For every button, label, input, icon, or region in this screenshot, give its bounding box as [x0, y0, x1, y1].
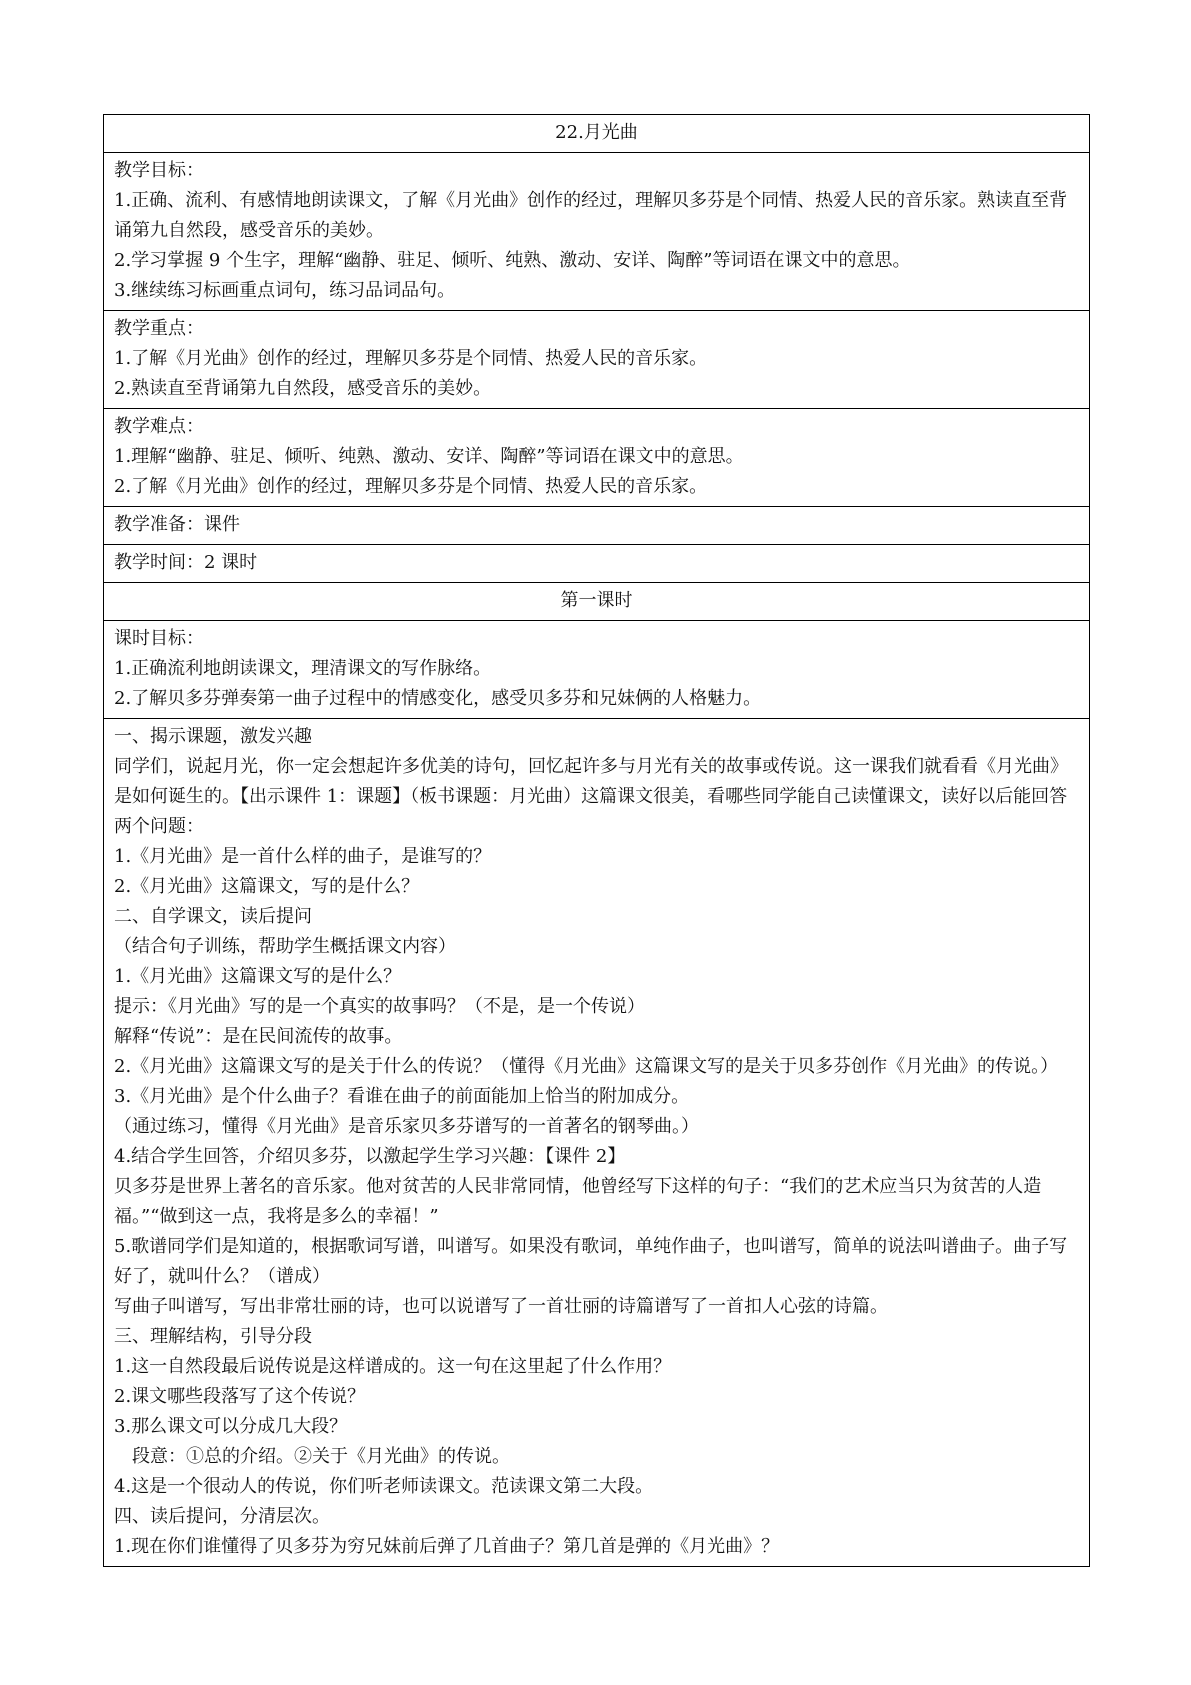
process-line: 4.这是一个很动人的传说，你们听老师读课文。范读课文第二大段。: [114, 1476, 654, 1497]
process-line: 一、揭示课题，激发兴趣: [114, 726, 312, 747]
lesson-session-row: [104, 583, 1090, 621]
objectives-row: [104, 153, 1090, 311]
objectives-heading: 教学目标：: [114, 160, 204, 181]
key-point-item: 2.熟读直至背诵第九自然段，感受音乐的美妙。: [114, 378, 492, 399]
difficulty-item: 2.了解《月光曲》创作的经过，理解贝多芬是个同情、热爱人民的音乐家。: [114, 476, 708, 497]
process-line: 3.那么课文可以分成几大段？: [114, 1416, 348, 1437]
key-points-row: [104, 311, 1090, 409]
objectives-cell: [104, 153, 1090, 311]
lesson-table: [103, 114, 1090, 1567]
difficulties-cell: [104, 409, 1090, 507]
objective-item: 3.继续练习标画重点词句，练习品词品句。: [114, 280, 456, 301]
process-line: 2.《月光曲》这篇课文，写的是什么？: [114, 876, 420, 897]
process-line: 1.这一自然段最后说传说是这样谱成的。这一句在这里起了什么作用？: [114, 1356, 672, 1377]
lesson-objective-item: 2.了解贝多芬弹奏第一曲子过程中的情感变化，感受贝多芬和兄妹俩的人格魅力。: [114, 688, 762, 709]
process-line: 4.结合学生回答，介绍贝多芬，以激起学生学习兴趣：【课件 2】: [114, 1146, 626, 1167]
process-line: 段意：①总的介绍。②关于《月光曲》的传说。: [132, 1446, 510, 1467]
process-line: 5.歌谱同学们是知道的，根据歌词写谱，叫谱写。如果没有歌词，单纯作曲子，也叫谱写，简单的说法叫谱曲子。曲子写好了，就叫什么？（谱成）: [114, 1236, 1068, 1287]
process-line: （通过练习，懂得《月光曲》是音乐家贝多芬谱写的一首著名的钢琴曲。）: [114, 1116, 699, 1137]
process-line: 提示：《月光曲》写的是一个真实的故事吗？（不是，是一个传说）: [114, 996, 645, 1017]
process-line: 2.课文哪些段落写了这个传说？: [114, 1386, 366, 1407]
process-line: 三、理解结构，引导分段: [114, 1326, 312, 1347]
process-line: 四、读后提问，分清层次。: [114, 1506, 330, 1527]
process-cell: [104, 719, 1090, 1567]
lesson-objectives-cell: [104, 621, 1090, 719]
process-line: 1.《月光曲》这篇课文写的是什么？: [114, 966, 402, 987]
objective-item: 1.正确、流利、有感情地朗读课文，了解《月光曲》创作的经过，理解贝多芬是个同情、热爱人民的音乐家。熟读直至背诵第九自然段，感受音乐的美妙。: [114, 190, 1068, 241]
title-row: [104, 115, 1090, 153]
lesson-objective-item: 1.正确流利地朗读课文，理清课文的写作脉络。: [114, 658, 492, 679]
preparation-row: [104, 507, 1090, 545]
time-cell: 教学时间：2 课时: [104, 545, 1090, 583]
objective-item: 2.学习掌握 9 个生字，理解“幽静、驻足、倾听、纯熟、激动、安详、陶醉”等词语在课文中的意思。: [114, 250, 911, 271]
process-line: 1.现在你们谁懂得了贝多芬为穷兄妹前后弹了几首曲子？第几首是弹的《月光曲》？: [114, 1536, 780, 1557]
process-line: （结合句子训练，帮助学生概括课文内容）: [114, 936, 456, 957]
process-line: 3.《月光曲》是个什么曲子？看谁在曲子的前面能加上恰当的附加成分。: [114, 1086, 690, 1107]
difficulty-item: 1.理解“幽静、驻足、倾听、纯熟、激动、安详、陶醉”等词语在课文中的意思。: [114, 446, 744, 467]
lesson-plan-table: [103, 114, 1090, 1567]
process-line: 二、自学课文，读后提问: [114, 906, 312, 927]
preparation-cell: 教学准备：课件: [104, 507, 1090, 545]
difficulties-heading: 教学难点：: [114, 416, 204, 437]
process-line: 1.《月光曲》是一首什么样的曲子，是谁写的？: [114, 846, 492, 867]
lesson-objectives-heading: 课时目标：: [114, 628, 204, 649]
key-points-heading: 教学重点：: [114, 318, 204, 339]
process-line: 解释“传说”：是在民间流传的故事。: [114, 1026, 403, 1047]
difficulties-row: [104, 409, 1090, 507]
lesson-session-title: 第一课时: [104, 583, 1090, 621]
key-point-item: 1.了解《月光曲》创作的经过，理解贝多芬是个同情、热爱人民的音乐家。: [114, 348, 708, 369]
lesson-objectives-row: [104, 621, 1090, 719]
process-line: 写曲子叫谱写，写出非常壮丽的诗，也可以说谱写了一首壮丽的诗篇谱写了一首扣人心弦的诗篇。: [114, 1296, 888, 1317]
time-row: [104, 545, 1090, 583]
process-line: 同学们，说起月光，你一定会想起许多优美的诗句，回忆起许多与月光有关的故事或传说。这一课我们就看看《月光曲》是如何诞生的。【出示课件 1：课题】（板书课题：月光曲）这篇课文很美，看哪些同学能自己读懂课文，读好以后能回答两个问题：: [114, 756, 1068, 837]
process-row: [104, 719, 1090, 1567]
process-line: 2.《月光曲》这篇课文写的是关于什么的传说？（懂得《月光曲》这篇课文写的是关于贝多芬创作《月光曲》的传说。）: [114, 1056, 1059, 1077]
key-points-cell: [104, 311, 1090, 409]
lesson-title: 22.月光曲: [104, 115, 1090, 153]
process-line: 贝多芬是世界上著名的音乐家。他对贫苦的人民非常同情，他曾经写下这样的句子：“我们的艺术应当只为贫苦的人造福。”“做到这一点，我将是多么的幸福！”: [114, 1176, 1042, 1227]
